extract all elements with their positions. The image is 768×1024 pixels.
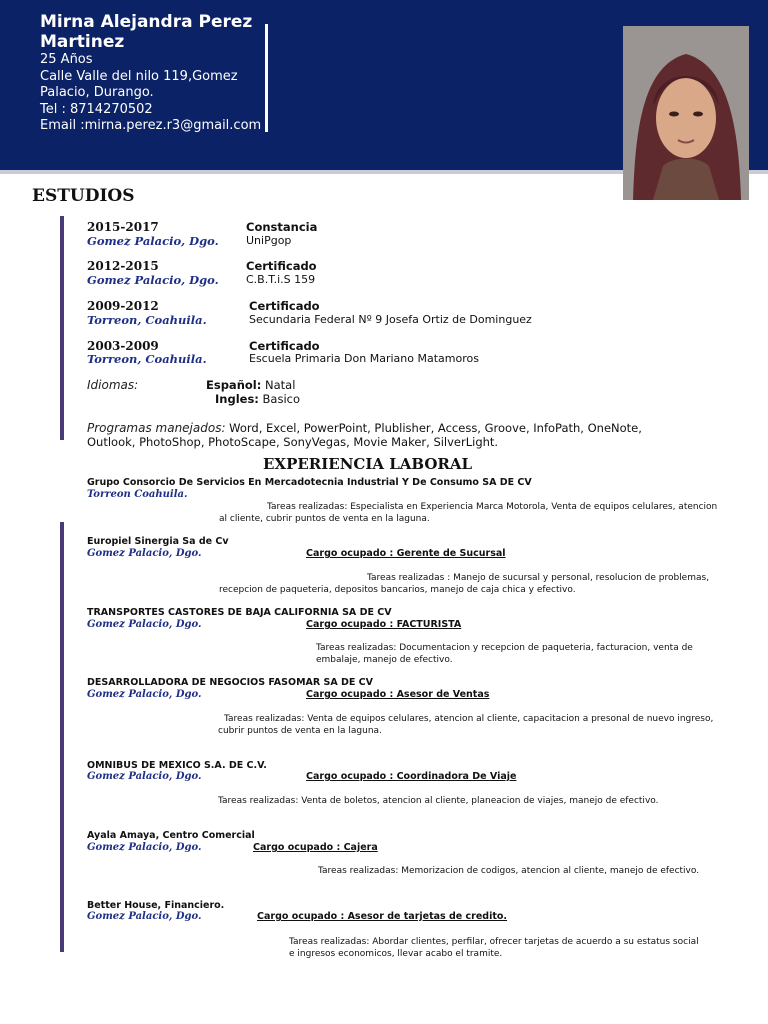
section-title-experiencia: EXPERIENCIA LABORAL <box>263 455 473 473</box>
job-tasks: Tareas realizadas: Documentacion y recepcion de paqueteria, facturacion, venta de <box>316 643 693 653</box>
education-years: 2003-2009 <box>87 339 159 353</box>
header-divider <box>265 24 268 132</box>
email: Email :mirna.perez.r3@gmail.com <box>40 118 262 133</box>
education-location: Torreon, Coahuila. <box>87 313 207 327</box>
job-tasks-cont: embalaje, manejo de efectivo. <box>316 655 453 665</box>
address: Calle Valle del nilo 119,Gomez Palacio, Durango. <box>40 68 238 100</box>
experiencia-side-bar <box>60 522 64 952</box>
education-location: Gomez Palacio, Dgo. <box>87 273 219 287</box>
education-institution: C.B.T.i.S 159 <box>246 273 316 286</box>
job-location: Gomez Palacio, Dgo. <box>87 771 202 782</box>
job-tasks-cont: e ingresos economicos, llevar acabo el tramite. <box>289 949 503 959</box>
job-position: Cargo ocupado : Coordinadora De Viaje <box>306 771 517 782</box>
idioma-level: Natal <box>264 378 296 392</box>
job-tasks-cont: cubrir puntos de venta en la laguna. <box>218 726 382 736</box>
job-location: Gomez Palacio, Dgo. <box>87 548 202 559</box>
job-company: Grupo Consorcio De Servicios En Mercadotecnia Industrial Y De Consumo SA DE CV <box>87 477 532 488</box>
job-position: Cargo ocupado : Asesor de tarjetas de credito. <box>257 911 508 922</box>
education-institution: Escuela Primaria Don Mariano Matamoros <box>249 352 479 365</box>
programas-list-cont: Outlook, PhotoShop, PhotoScape, SonyVegas, Movie Maker, SilverLight. <box>87 435 499 449</box>
idioma-language: Ingles: <box>215 392 259 406</box>
job-tasks: Tareas realizadas : Manejo de sucursal y personal, resolucion de problemas, <box>367 573 710 583</box>
education-institution: UniPgop <box>246 234 292 247</box>
job-tasks-cont: al cliente, cubrir puntos de venta en la laguna. <box>219 514 430 524</box>
education-years: 2012-2015 <box>87 259 159 273</box>
job-location: Gomez Palacio, Dgo. <box>87 842 202 853</box>
job-company: Better House, Financiero. <box>87 900 225 911</box>
profile-photo <box>623 26 749 200</box>
education-degree: Certificado <box>249 339 320 353</box>
idioma-row <box>215 392 300 406</box>
contact-block <box>40 52 265 135</box>
job-position: Cargo ocupado : FACTURISTA <box>306 619 462 630</box>
job-tasks: Tareas realizadas: Venta de boletos, atencion al cliente, planeacion de viajes, manejo de efectivo. <box>218 796 659 806</box>
candidate-name: Mirna Alejandra Perez Martinez <box>40 12 253 52</box>
idioma-language: Español: <box>206 378 262 392</box>
education-years: 2009-2012 <box>87 299 159 313</box>
job-company: Ayala Amaya, Centro Comercial <box>87 830 255 841</box>
programas-label: Programas manejados: <box>87 421 226 435</box>
programas-row <box>87 421 642 435</box>
education-degree: Certificado <box>249 299 320 313</box>
job-tasks: Tareas realizadas: Especialista en Experiencia Marca Motorola, Venta de equipos celulares, atencion <box>267 502 718 512</box>
job-tasks: Tareas realizadas: Abordar clientes, perfilar, ofrecer tarjetas de acuerdo a su estatus social <box>289 937 699 947</box>
estudios-side-bar <box>60 216 64 440</box>
education-location: Gomez Palacio, Dgo. <box>87 234 219 248</box>
idioma-row <box>206 378 295 392</box>
job-company: DESARROLLADORA DE NEGOCIOS FASOMAR SA DE CV <box>87 677 374 688</box>
job-position: Cargo ocupado : Asesor de Ventas <box>306 689 490 700</box>
job-company: OMNIBUS DE MEXICO S.A. DE C.V. <box>87 760 267 771</box>
education-degree: Constancia <box>246 220 318 234</box>
phone: Tel : 8714270502 <box>40 101 153 117</box>
idiomas-label: Idiomas: <box>87 378 139 392</box>
section-title-estudios: ESTUDIOS <box>32 186 135 206</box>
education-location: Torreon, Coahuila. <box>87 352 207 366</box>
job-position: Cargo ocupado : Gerente de Sucursal <box>306 548 506 559</box>
idioma-level: Basico <box>262 392 301 406</box>
age: 25 Años <box>40 52 93 67</box>
programas-list: Word, Excel, PowerPoint, Plublisher, Access, Groove, InfoPath, OneNote, <box>229 421 642 435</box>
job-location: Gomez Palacio, Dgo. <box>87 619 202 630</box>
education-degree: Certificado <box>246 259 317 273</box>
job-location: Gomez Palacio, Dgo. <box>87 689 202 700</box>
education-institution: Secundaria Federal Nº 9 Josefa Ortiz de Dominguez <box>249 313 532 326</box>
education-years: 2015-2017 <box>87 220 159 234</box>
job-tasks: Tareas realizadas: Venta de equipos celulares, atencion al cliente, capacitacion a presonal de nuevo ingreso, <box>224 714 714 724</box>
job-location: Gomez Palacio, Dgo. <box>87 911 202 922</box>
job-tasks-cont: recepcion de paqueteria, depositos bancarios, manejo de caja chica y efectivo. <box>219 585 576 595</box>
job-company: TRANSPORTES CASTORES DE BAJA CALIFORNIA SA DE CV <box>87 607 392 618</box>
job-position: Cargo ocupado : Cajera <box>253 842 378 853</box>
job-tasks: Tareas realizadas: Memorizacion de codigos, atencion al cliente, manejo de efectivo. <box>318 866 700 876</box>
job-location: Torreon Coahuila. <box>87 489 188 500</box>
job-company: Europiel Sinergia Sa de Cv <box>87 536 229 547</box>
